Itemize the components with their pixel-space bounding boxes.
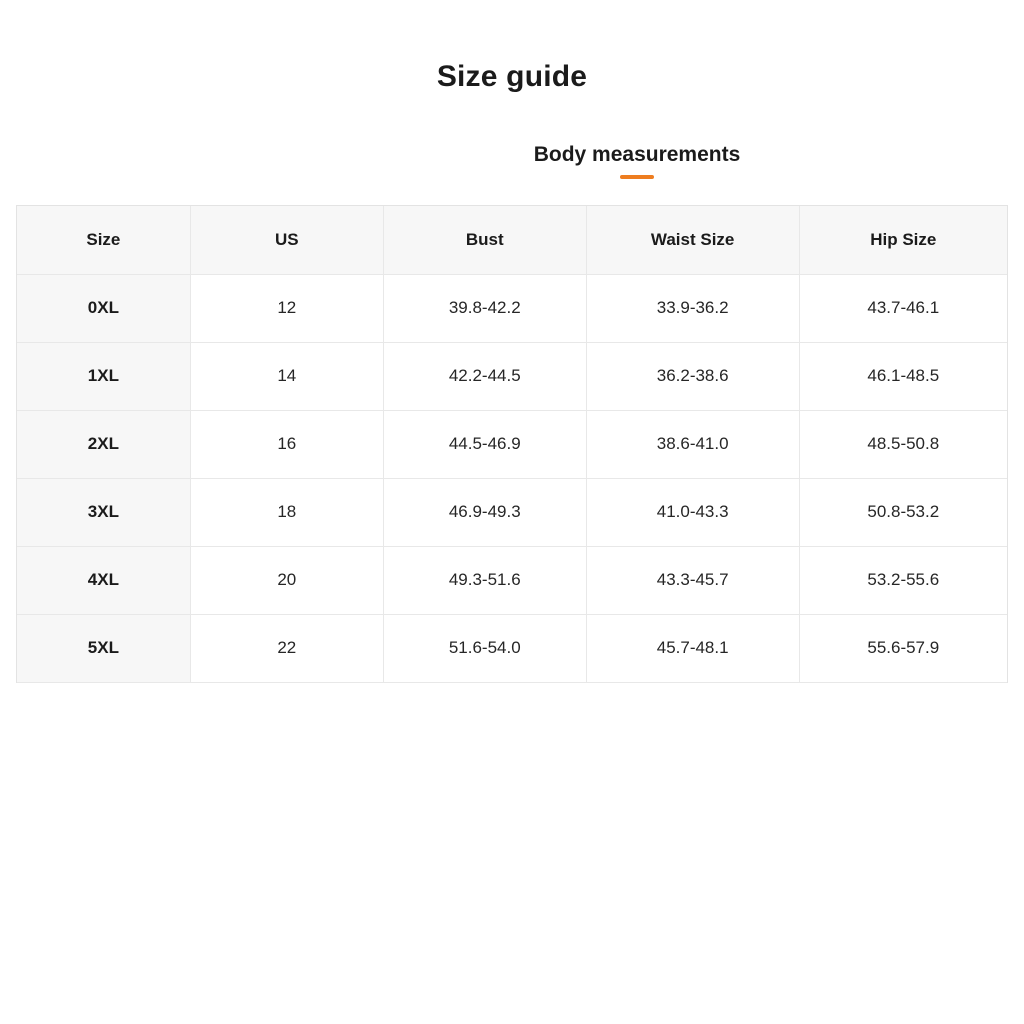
cell-us: 14 (190, 342, 383, 410)
column-header-bust: Bust (383, 206, 586, 274)
cell-waist: 41.0-43.3 (586, 478, 799, 546)
size-table-container (16, 205, 1008, 683)
cell-hip: 50.8-53.2 (799, 478, 1007, 546)
column-header-us: US (190, 206, 383, 274)
cell-size: 0XL (17, 274, 190, 342)
cell-us: 22 (190, 614, 383, 682)
cell-hip: 55.6-57.9 (799, 614, 1007, 682)
cell-hip: 53.2-55.6 (799, 546, 1007, 614)
cell-bust: 51.6-54.0 (383, 614, 586, 682)
table-row (17, 614, 1007, 682)
cell-size: 2XL (17, 410, 190, 478)
table-header (17, 206, 1007, 274)
cell-bust: 46.9-49.3 (383, 478, 586, 546)
cell-hip: 46.1-48.5 (799, 342, 1007, 410)
section-subtitle: Body measurements (533, 143, 741, 166)
cell-size: 4XL (17, 546, 190, 614)
cell-waist: 33.9-36.2 (586, 274, 799, 342)
cell-hip: 48.5-50.8 (799, 410, 1007, 478)
cell-waist: 45.7-48.1 (586, 614, 799, 682)
cell-waist: 36.2-38.6 (586, 342, 799, 410)
cell-us: 20 (190, 546, 383, 614)
cell-size: 3XL (17, 478, 190, 546)
cell-waist: 38.6-41.0 (586, 410, 799, 478)
subtitle-underline-accent (620, 175, 654, 179)
cell-size: 1XL (17, 342, 190, 410)
cell-hip: 43.7-46.1 (799, 274, 1007, 342)
cell-size: 5XL (17, 614, 190, 682)
table-row (17, 478, 1007, 546)
table-row (17, 274, 1007, 342)
subtitle-container (0, 142, 1024, 179)
cell-waist: 43.3-45.7 (586, 546, 799, 614)
size-table (17, 206, 1007, 683)
table-row (17, 546, 1007, 614)
cell-us: 18 (190, 478, 383, 546)
cell-us: 16 (190, 410, 383, 478)
subtitle-block (534, 142, 741, 179)
column-header-size: Size (17, 206, 190, 274)
table-header-row (17, 206, 1007, 274)
table-row (17, 342, 1007, 410)
page-title: Size guide (436, 60, 588, 93)
column-header-waist: Waist Size (586, 206, 799, 274)
table-body (17, 274, 1007, 682)
cell-bust: 39.8-42.2 (383, 274, 586, 342)
table-row (17, 410, 1007, 478)
cell-bust: 42.2-44.5 (383, 342, 586, 410)
cell-bust: 44.5-46.9 (383, 410, 586, 478)
cell-bust: 49.3-51.6 (383, 546, 586, 614)
cell-us: 12 (190, 274, 383, 342)
column-header-hip: Hip Size (799, 206, 1007, 274)
